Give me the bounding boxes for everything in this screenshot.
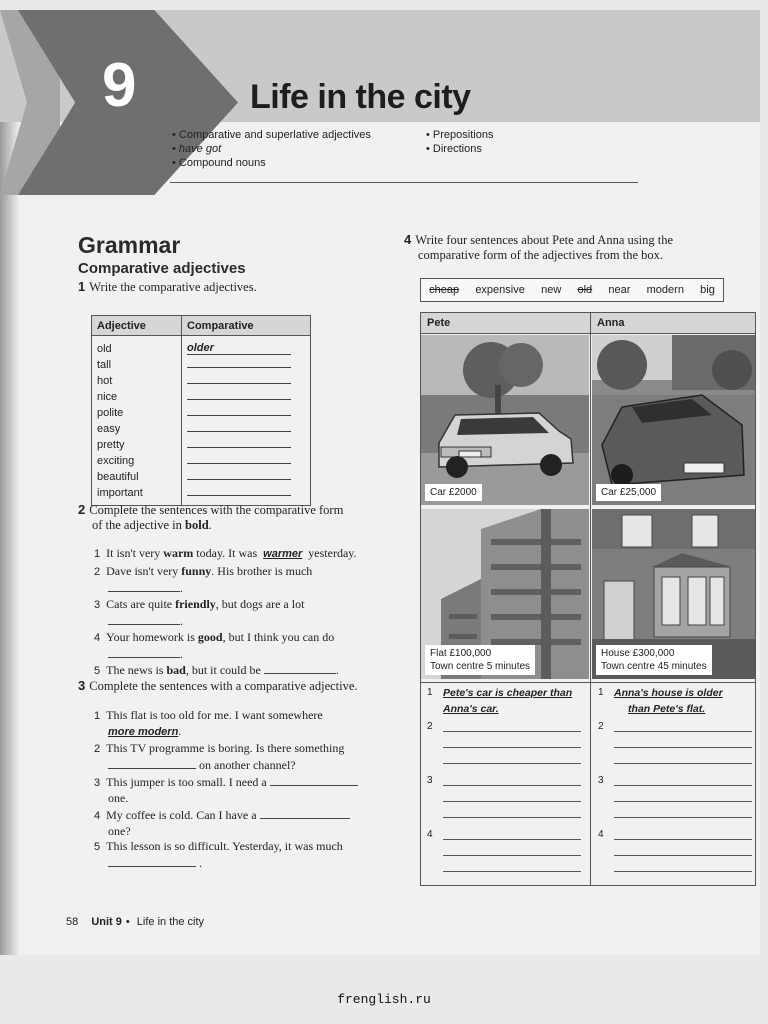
table-row [92,467,311,483]
ex3-text: Complete the sentences with a comparative adjective. [89,679,358,693]
item-text: . [180,647,183,661]
item-text: , but dogs are a lot [215,597,305,611]
item-text: on another channel? [199,758,296,772]
column-divider [590,313,591,885]
page-number: 58 [66,916,79,928]
item-number: 1 [94,710,101,722]
topics-left [172,128,371,170]
item-text: yesterday. [305,546,357,560]
example-answer-line: Anna's house is older [614,687,723,699]
table-row [92,387,311,403]
item-number: 1 [94,548,101,560]
unit-number: 9 [102,51,137,120]
adjective-cell: tall [97,359,112,371]
comparative-cell [182,435,311,451]
answer-line[interactable] [443,747,581,748]
footer-title: Life in the city [136,916,205,928]
col-anna-header: Anna [591,313,755,334]
box-word: modern [646,284,684,296]
answer-line[interactable] [443,801,581,802]
item-text: It isn't very [106,546,164,560]
answer-number: 1 [598,687,604,698]
comparative-cell [182,451,311,467]
table-row [92,419,311,435]
answer-line[interactable] [614,871,752,872]
col-pete-header: Pete [421,313,591,334]
box-word: near [608,284,631,296]
example-answer-line: Anna's car. [443,703,499,715]
ex2-number: 2 [78,502,86,517]
ex4-number: 4 [404,232,412,247]
box-word: big [700,284,715,296]
ex2-text-bold: bold [185,518,209,532]
answer-line[interactable] [614,855,752,856]
answer-blank[interactable] [187,355,291,368]
answer-blank[interactable] [264,662,336,674]
anna-house-photo [592,509,755,679]
table-row [92,371,311,387]
item-text: This TV programme is boring. Is there something [106,741,345,755]
header-divider [170,182,638,183]
table-row [92,336,311,356]
box-word: expensive [475,284,525,296]
item-bold-word: warm [163,546,194,560]
topic-item: • Compound nouns [172,156,371,170]
item-number: 2 [94,743,101,755]
answer-line[interactable] [614,817,752,818]
caption-pete-flat [425,645,535,675]
answer-line[interactable] [443,839,581,840]
col-adjective-header: Adjective [92,316,182,336]
item-number: 5 [94,665,101,677]
answer-blank[interactable] [187,387,291,400]
site-watermark: frenglish.ru [337,992,431,1007]
ex3-item [94,774,394,806]
box-word: old [577,284,593,296]
item-bold-word: friendly [175,597,216,611]
item-text: . [180,614,183,628]
item-bold-word: good [197,630,223,644]
caption-anna-house [596,645,712,675]
textbook-page [0,10,760,955]
ex4-instruction [404,232,744,263]
caption-pete-flat-price: Flat £100,000 [430,648,492,659]
answer-blank[interactable] [187,403,291,416]
example-answer-line: Pete's car is cheaper than [443,687,573,699]
ex3-item [94,741,394,773]
ex3-number: 3 [78,678,86,693]
answer-blank[interactable] [187,419,291,432]
item-text: . [199,856,202,870]
item-text: . [335,663,339,677]
box-word: cheap [429,284,460,296]
answer-line[interactable] [443,731,581,732]
item-bold-word: funny [181,564,212,578]
answer-number: 3 [427,775,433,786]
example-answer [443,685,581,717]
ex2-item [94,630,384,662]
answer-line[interactable] [443,763,581,764]
item-number: 4 [94,632,101,644]
col-comparative-header: Comparative [182,316,311,336]
item-text: . [178,724,182,738]
answer-blank[interactable] [270,774,358,786]
ex4-text-b: comparative form of the adjectives from the box. [418,248,664,262]
caption-pete-car: Car £2000 [425,484,482,501]
example-answer[interactable]: older [187,342,291,355]
ex2-item [94,597,384,629]
item-text: Dave isn't very [106,564,182,578]
answer-line[interactable] [443,855,581,856]
comparative-cell [182,355,311,371]
comparative-cell [182,336,311,356]
item-number: 2 [94,566,101,578]
adjective-cell: beautiful [97,471,139,483]
unit-title: Life in the city [250,78,471,116]
answer-blank[interactable] [108,855,196,867]
answer-blank[interactable] [187,483,291,496]
ex2-item [94,662,384,679]
adjective-cell: polite [97,407,124,419]
item-text: This jumper is too small. I need a [106,775,267,789]
example-answer: warmer [263,548,303,560]
adjective-cell: hot [97,375,113,387]
item-number: 3 [94,599,101,611]
example-answer-line: than Pete's flat. [628,703,706,715]
item-text: The news is [106,663,167,677]
footer-unit: Unit 9 [91,916,122,928]
item-number: 3 [94,777,101,789]
topic-item: • Comparative and superlative adjectives [172,128,371,142]
topic-item: • Prepositions [426,128,493,142]
comparative-cell [182,467,311,483]
answer-blank[interactable] [260,807,350,819]
word-box [420,278,724,302]
ex1-text: Write the comparative adjectives. [89,280,257,294]
answer-area-divider [421,682,755,683]
adjective-cell: important [97,487,143,499]
answer-blank[interactable] [108,757,196,769]
item-text: one? [108,824,131,838]
topic-item: • have got [172,142,371,156]
answer-blank[interactable] [108,613,180,625]
adjective-cell: exciting [97,455,135,467]
item-text: , but it could be [185,663,261,677]
item-text: . [180,581,183,595]
item-text: . His brother is much [211,564,313,578]
footer-separator: • [125,916,130,928]
box-word: new [541,284,562,296]
item-number: 5 [94,841,101,853]
pete-flat-photo [421,509,589,679]
adjective-cell: easy [97,423,121,435]
item-text: This flat is too old for me. I want somewhere [106,708,323,722]
page-footer [66,916,204,928]
answer-number: 4 [427,829,433,840]
pete-car-photo [421,335,589,505]
answer-line[interactable] [443,871,581,872]
answer-number: 1 [427,687,433,698]
topics-right [426,128,493,156]
answer-line[interactable] [614,801,752,802]
table-row [92,355,311,371]
answer-blank[interactable] [187,435,291,448]
comparative-cell [182,419,311,435]
answer-line[interactable] [614,839,752,840]
answer-number: 2 [598,721,604,732]
ex3-instruction [78,678,358,694]
item-text: one. [108,791,129,805]
answer-number: 2 [427,721,433,732]
ex2-instruction: 2 Complete the sentences with the comparative form of the adjective in bold. [78,502,344,532]
answer-line[interactable] [614,747,752,748]
answer-blank[interactable] [187,371,291,384]
item-text: today. It was [193,546,261,560]
answer-line[interactable] [443,785,581,786]
answer-blank[interactable] [108,646,180,658]
topic-item: • Directions [426,142,493,156]
answer-number: 4 [598,829,604,840]
answer-number: 3 [598,775,604,786]
item-text: This lesson is so difficult. Yesterday, it was much [106,839,343,853]
adjective-table [91,315,311,506]
adjective-cell: pretty [97,439,125,451]
answer-blank[interactable] [108,580,180,592]
ex2-text-b: of the adjective in [92,518,186,532]
answer-line[interactable] [443,817,581,818]
ex1-instruction [78,279,257,295]
adjective-cell: nice [97,391,118,403]
answer-line[interactable] [614,763,752,764]
comparison-grid [420,312,756,886]
comparative-cell [182,403,311,419]
item-number: 4 [94,810,101,822]
section-heading: Comparative adjectives [78,260,246,277]
ex3-item [94,708,394,740]
item-text: Cats are quite [106,597,176,611]
answer-blank[interactable] [187,467,291,480]
item-text: Your homework is [106,630,198,644]
example-answer [614,685,752,717]
item-bold-word: bad [166,663,186,677]
table-row [92,435,311,451]
ex2-text-a: Complete the sentences with the comparative form [89,503,344,517]
ex2-item [94,564,384,596]
ex1-number: 1 [78,279,86,294]
caption-anna-car: Car £25,000 [596,484,661,501]
item-text: , but I think you can do [222,630,335,644]
grammar-heading: Grammar [78,232,181,258]
comparative-cell [182,371,311,387]
ex3-item [94,839,394,871]
caption-anna-house-distance: Town centre 45 minutes [601,661,707,672]
ex3-item [94,807,394,839]
example-answer: more modern [108,726,179,738]
anna-car-photo [592,335,755,505]
adjective-cell: old [97,343,112,355]
table-row [92,451,311,467]
ex4-text-a: Write four sentences about Pete and Anna using the [415,233,673,247]
answer-blank[interactable] [187,451,291,464]
answer-line[interactable] [614,731,752,732]
comparative-cell [182,387,311,403]
caption-pete-flat-distance: Town centre 5 minutes [430,661,531,672]
table-row [92,403,311,419]
item-text: My coffee is cold. Can I have a [106,808,257,822]
ex2-item [94,546,384,562]
answer-line[interactable] [614,785,752,786]
caption-anna-house-price: House £300,000 [601,648,675,659]
